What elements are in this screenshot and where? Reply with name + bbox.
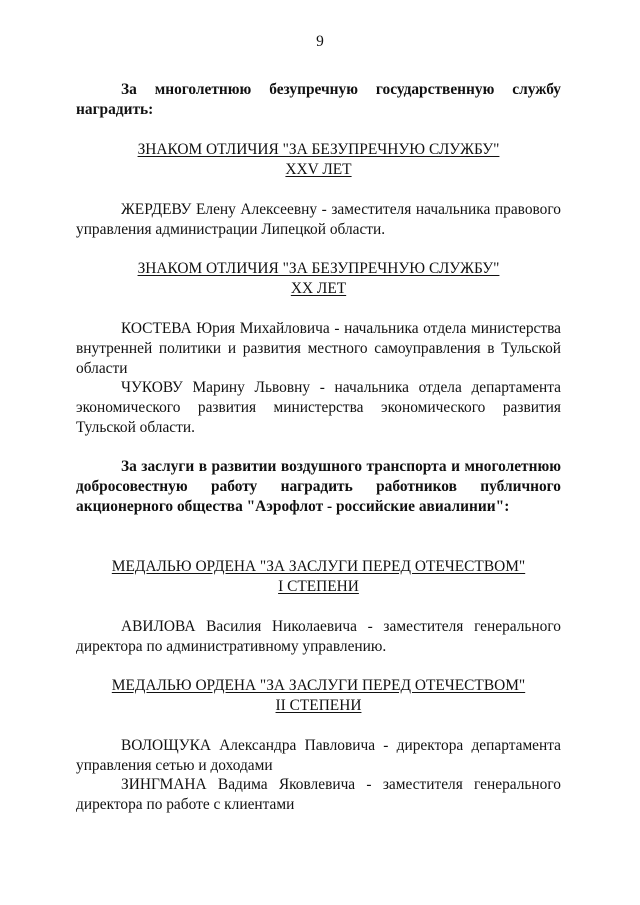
- recipient-entry: ВОЛОЩУКА Александра Павловича - директора департамента управления сетью и доходами: [76, 737, 561, 774]
- award-heading: [76, 140, 561, 180]
- award-title: ЗНАКОМ ОТЛИЧИЯ "ЗА БЕЗУПРЕЧНУЮ СЛУЖБУ": [137, 260, 500, 277]
- recipient-entry: АВИЛОВА Василия Николаевича - заместителя генерального директора по административному управлению.: [76, 618, 561, 655]
- award-heading: [76, 676, 561, 716]
- award-heading: [76, 557, 561, 597]
- recipient-entry: КОСТЕВА Юрия Михайловича - начальника отдела министерства внутренней политики и развития местного самоуправления в Тульской области: [76, 320, 561, 377]
- award-title: ЗНАКОМ ОТЛИЧИЯ "ЗА БЕЗУПРЕЧНУЮ СЛУЖБУ": [137, 141, 500, 158]
- award-title: МЕДАЛЬЮ ОРДЕНА "ЗА ЗАСЛУГИ ПЕРЕД ОТЕЧЕСТВОМ": [111, 558, 526, 575]
- recipient-entry: ЗИНГМАНА Вадима Яковлевича - заместителя генерального директора по работе с клиентами: [76, 776, 561, 813]
- section-intro: За заслуги в развитии воздушного транспорта и многолетнюю добросовестную работу наградить работников публичного акционерного общества "Аэрофлот - российские авиалинии":: [76, 458, 561, 515]
- recipient-entry: ЧУКОВУ Марину Львовну - начальника отдела департамента экономического развития министерства экономического развития Тульской области.: [76, 379, 561, 436]
- award-degree: XX ЛЕТ: [290, 280, 347, 297]
- award-degree: II СТЕПЕНИ: [275, 697, 362, 714]
- section-intro: За многолетнюю безупречную государственную службу наградить:: [76, 81, 561, 118]
- page-number: 9: [316, 33, 324, 50]
- award-heading: [76, 259, 561, 299]
- recipient-entry: ЖЕРДЕВУ Елену Алексеевну - заместителя начальника правового управления администрации Липецкой области.: [76, 201, 561, 238]
- award-title: МЕДАЛЬЮ ОРДЕНА "ЗА ЗАСЛУГИ ПЕРЕД ОТЕЧЕСТВОМ": [111, 677, 526, 694]
- award-degree: XXV ЛЕТ: [285, 161, 352, 178]
- award-degree: I СТЕПЕНИ: [278, 578, 359, 595]
